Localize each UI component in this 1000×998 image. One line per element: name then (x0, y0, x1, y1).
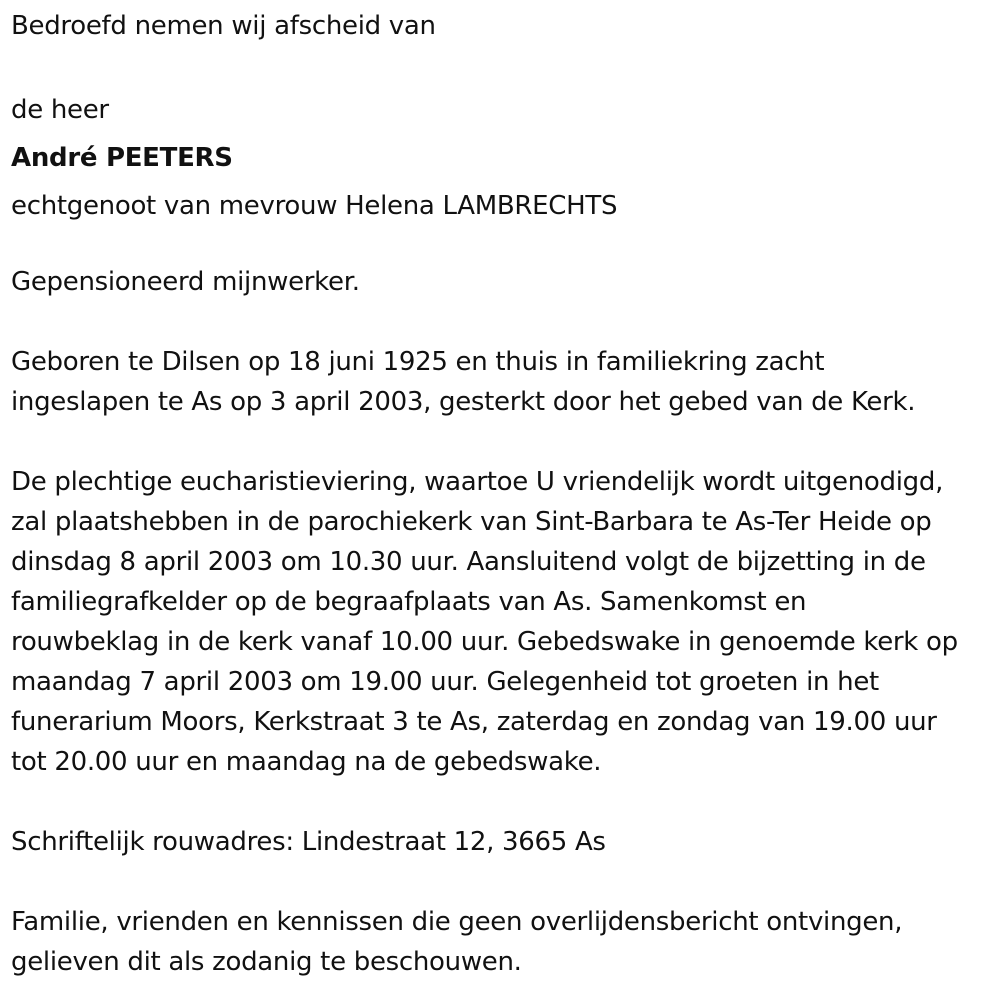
paragraph-line: Geboren te Dilsen op 18 juni 1925 en thuis in familiekring zacht (11, 347, 825, 377)
obituary-notice (11, 6, 996, 982)
mourning-address: Schriftelijk rouwadres: Lindestraat 12, 3665 As (11, 827, 606, 857)
spouse-text: echtgenoot van mevrouw Helena LAMBRECHTS (11, 191, 618, 221)
spacer (11, 46, 996, 86)
ceremony-paragraph (11, 462, 996, 782)
spacer (11, 302, 996, 342)
spacer (11, 422, 996, 462)
paragraph-line: maandag 7 april 2003 om 19.00 uur. Gelegenheid tot groeten in het (11, 667, 879, 697)
paragraph-line: dinsdag 8 april 2003 om 10.30 uur. Aansluitend volgt de bijzetting in de (11, 547, 926, 577)
paragraph-line: zal plaatshebben in de parochiekerk van Sint-Barbara te As-Ter Heide op (11, 507, 932, 537)
paragraph-line: funerarium Moors, Kerkstraat 3 te As, zaterdag en zondag van 19.00 uur (11, 707, 937, 737)
spacer (11, 782, 996, 822)
spacer (11, 862, 996, 902)
birth-death-paragraph (11, 342, 996, 422)
intro-text: Bedroefd nemen wij afscheid van (11, 11, 436, 41)
paragraph-line: familiegrafkelder op de begraafplaats van As. Samenkomst en (11, 587, 807, 617)
closing-paragraph (11, 902, 996, 982)
salutation: de heer (11, 95, 109, 125)
paragraph-line: tot 20.00 uur en maandag na de gebedswake. (11, 747, 602, 777)
paragraph-line: Familie, vrienden en kennissen die geen overlijdensbericht ontvingen, (11, 907, 903, 937)
paragraph-line: rouwbeklag in de kerk vanaf 10.00 uur. Gebedswake in genoemde kerk op (11, 627, 958, 657)
deceased-name: André PEETERS (11, 143, 233, 173)
spacer (11, 230, 996, 262)
paragraph-line: De plechtige eucharistieviering, waartoe U vriendelijk wordt uitgenodigd, (11, 467, 944, 497)
paragraph-line: gelieven dit als zodanig te beschouwen. (11, 947, 522, 977)
occupation-text: Gepensioneerd mijnwerker. (11, 267, 360, 297)
paragraph-line: ingeslapen te As op 3 april 2003, gesterkt door het gebed van de Kerk. (11, 387, 916, 417)
